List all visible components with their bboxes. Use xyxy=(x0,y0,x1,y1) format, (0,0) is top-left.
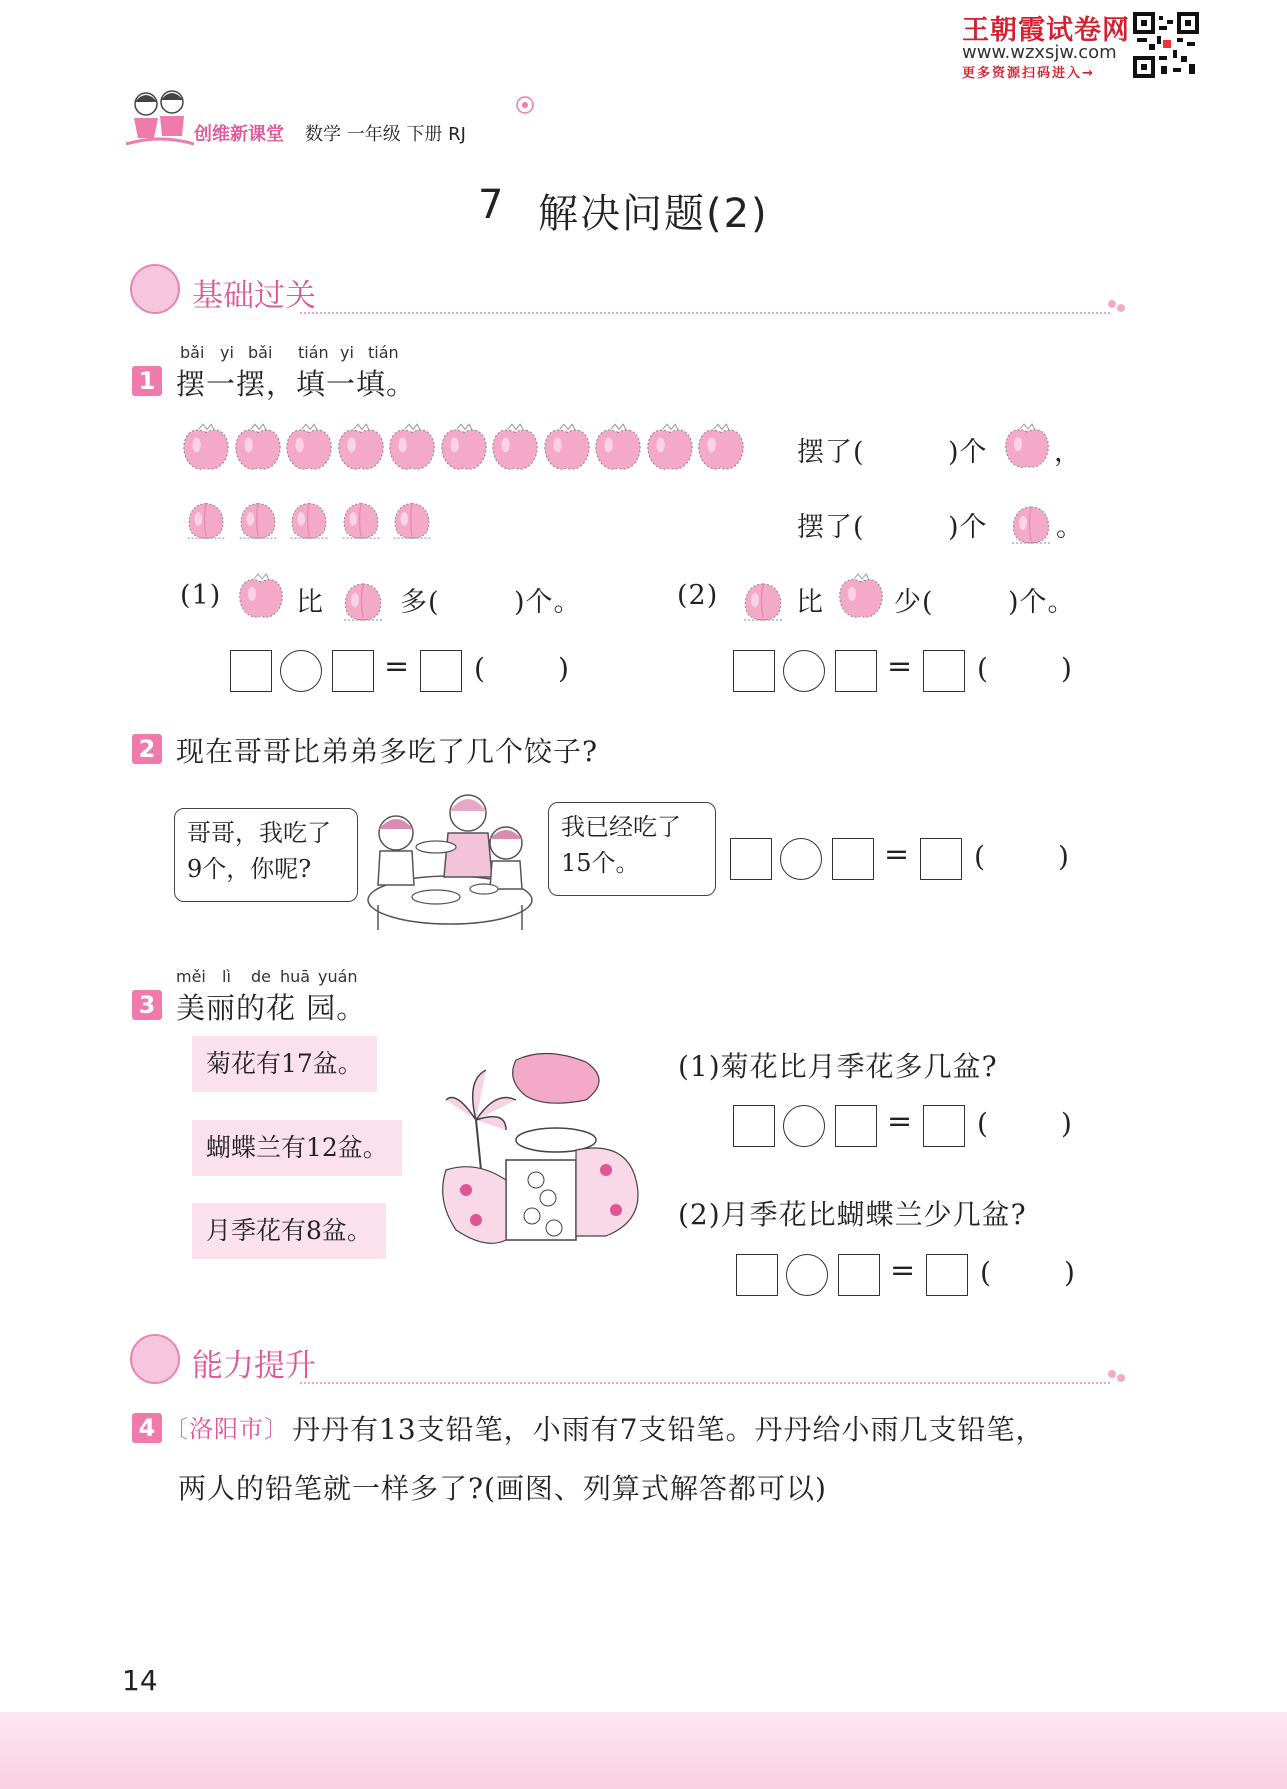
garden-illustration xyxy=(436,1050,646,1250)
operator-circle[interactable] xyxy=(783,1105,825,1147)
equals-sign: = xyxy=(384,649,410,684)
series-name: 创维新课堂 xyxy=(194,124,284,145)
brand-url: www.wzxsjw.com xyxy=(962,42,1117,63)
number-box[interactable] xyxy=(730,838,772,880)
operator-circle[interactable] xyxy=(780,838,822,880)
speech-bubble-left xyxy=(174,808,358,902)
q3-title: 美丽的花 园。 xyxy=(176,991,367,1025)
apple-icon xyxy=(592,420,644,476)
flower-count-rose: 月季花有8盆。 xyxy=(192,1203,386,1259)
q1-line1-end: ， xyxy=(1054,437,1082,468)
q1-line2-end: 。 xyxy=(1056,512,1084,543)
unit-paren-open: ( xyxy=(980,1256,991,1289)
section-icon-advanced xyxy=(130,1334,180,1384)
operator-circle[interactable] xyxy=(280,650,322,692)
q3-number-badge: 3 xyxy=(132,990,162,1020)
peach-icon xyxy=(182,494,230,546)
peach-icon xyxy=(234,494,282,546)
q2-number-badge: 2 xyxy=(132,734,162,764)
q1-line1-suffix: )个 xyxy=(948,437,988,468)
dinner-table-illustration xyxy=(356,785,542,930)
number-box[interactable] xyxy=(733,650,775,692)
apple-icon xyxy=(695,420,747,476)
lesson-number: 7 xyxy=(478,182,504,228)
answer-box[interactable] xyxy=(923,1105,965,1147)
bubble-left-line1: 哥哥，我吃了 xyxy=(187,819,331,847)
peach-icon xyxy=(388,494,436,546)
qr-code-icon xyxy=(1133,12,1199,78)
equals-sign: = xyxy=(884,837,910,872)
q1-sub1-word3: )个。 xyxy=(514,587,582,618)
q3-sub1: (1)菊花比月季花多几盆? xyxy=(678,1050,998,1083)
number-box[interactable] xyxy=(332,650,374,692)
q1-line1-prefix: 摆了( xyxy=(797,437,865,468)
brand-name: 王朝霞试卷网 xyxy=(962,15,1130,46)
apple-icon xyxy=(836,570,886,624)
flower-count-chrysanthemum: 菊花有17盆。 xyxy=(192,1036,377,1092)
unit-paren-close: ) xyxy=(1058,840,1069,873)
flower-decoration-icon xyxy=(514,94,536,116)
apple-icon xyxy=(386,420,438,476)
section-icon-basic xyxy=(130,264,180,314)
apple-icon xyxy=(335,420,387,476)
apple-icon xyxy=(489,420,541,476)
number-box[interactable] xyxy=(832,838,874,880)
peach-icon xyxy=(1006,497,1056,551)
q3-pinyin-5: yuán xyxy=(318,967,358,986)
number-box[interactable] xyxy=(736,1254,778,1296)
q2-title: 现在哥哥比弟弟多吃了几个饺子? xyxy=(176,735,599,768)
peach-icon xyxy=(285,494,333,546)
q3-pinyin-4: huā xyxy=(280,967,311,986)
answer-box[interactable] xyxy=(926,1254,968,1296)
q3-pinyin-2: lì xyxy=(222,967,231,986)
q1-pinyin-3: bǎi xyxy=(248,343,273,362)
section-title-advanced: 能力提升 xyxy=(192,1348,316,1384)
q1-line2-prefix: 摆了( xyxy=(797,512,865,543)
equals-sign: = xyxy=(887,649,913,684)
book-info: 数学 一年级 下册 RJ xyxy=(305,124,466,145)
q1-sub1-label: (1) xyxy=(180,580,222,611)
q1-sub1-word2: 多( xyxy=(400,587,440,618)
q1-pinyin-2: yi xyxy=(220,343,234,362)
apple-icon xyxy=(541,420,593,476)
equals-sign: = xyxy=(887,1104,913,1139)
unit-paren-open: ( xyxy=(977,1107,988,1140)
q1-sub1-word1: 比 xyxy=(296,587,324,618)
q4-source: 〔洛阳市〕 xyxy=(164,1415,289,1443)
unit-paren-open: ( xyxy=(974,840,985,873)
apple-icon xyxy=(1002,420,1052,474)
unit-paren-close: ) xyxy=(558,652,569,685)
page-number: 14 xyxy=(122,1664,158,1697)
unit-paren-open: ( xyxy=(474,652,485,685)
q1-pinyin-1: bǎi xyxy=(180,343,205,362)
apple-icon xyxy=(180,420,232,476)
speech-bubble-right xyxy=(548,802,716,896)
answer-box[interactable] xyxy=(920,838,962,880)
number-box[interactable] xyxy=(838,1254,880,1296)
apple-icon xyxy=(236,570,286,624)
footer-band xyxy=(0,1712,1287,1789)
answer-box[interactable] xyxy=(923,650,965,692)
peach-icon xyxy=(337,494,385,546)
q3-pinyin-1: měi xyxy=(176,967,206,986)
q1-sub2-word3: )个。 xyxy=(1008,587,1076,618)
q1-sub2-word1: 比 xyxy=(796,587,824,618)
q1-sub2-label: (2) xyxy=(677,580,719,611)
operator-circle[interactable] xyxy=(786,1254,828,1296)
operator-circle[interactable] xyxy=(783,650,825,692)
q1-sub2-word2: 少( xyxy=(894,587,934,618)
q4-line1: 丹丹有13支铅笔，小雨有7支铅笔。丹丹给小雨几支铅笔， xyxy=(292,1413,1045,1446)
number-box[interactable] xyxy=(230,650,272,692)
section-divider xyxy=(300,1382,1110,1384)
q1-number-badge: 1 xyxy=(132,366,162,396)
q1-pinyin-6: tián xyxy=(368,343,399,362)
bubble-left-line2: 9个，你呢? xyxy=(187,855,312,883)
q1-title: 摆一摆，填一填。 xyxy=(176,367,417,401)
q1-pinyin-4: tián xyxy=(298,343,329,362)
q4-line2: 两人的铅笔就一样多了?(画图、列算式解答都可以) xyxy=(178,1472,827,1505)
dots-decoration-icon xyxy=(1106,296,1128,316)
peach-icon xyxy=(338,574,388,628)
bubble-right-line2: 15个。 xyxy=(561,849,640,877)
equals-sign: = xyxy=(890,1253,916,1288)
bubble-right-line1: 我已经吃了 xyxy=(561,813,681,841)
number-box[interactable] xyxy=(733,1105,775,1147)
brand-more: 更多资源扫码进入→ xyxy=(962,66,1095,81)
answer-box[interactable] xyxy=(420,650,462,692)
lesson-title: 解决问题(2) xyxy=(538,191,769,237)
apple-icon xyxy=(644,420,696,476)
apple-icon xyxy=(438,420,490,476)
unit-paren-close: ) xyxy=(1061,652,1072,685)
dots-decoration-icon xyxy=(1106,1366,1128,1386)
number-box[interactable] xyxy=(835,1105,877,1147)
apple-icon xyxy=(283,420,335,476)
section-divider xyxy=(300,312,1110,314)
q3-pinyin-3: de xyxy=(251,967,271,986)
unit-paren-close: ) xyxy=(1064,1256,1075,1289)
unit-paren-open: ( xyxy=(977,652,988,685)
section-title-basic: 基础过关 xyxy=(192,278,316,314)
q4-number-badge: 4 xyxy=(132,1413,162,1443)
q3-sub2: (2)月季花比蝴蝶兰少几盆? xyxy=(678,1198,1027,1231)
q1-line2-suffix: )个 xyxy=(948,512,988,543)
flower-count-orchid: 蝴蝶兰有12盆。 xyxy=(192,1120,402,1176)
number-box[interactable] xyxy=(835,650,877,692)
q1-pinyin-5: yi xyxy=(340,343,354,362)
unit-paren-close: ) xyxy=(1061,1107,1072,1140)
peach-icon xyxy=(738,574,788,628)
apple-icon xyxy=(232,420,284,476)
kids-mascot-icon xyxy=(126,88,194,150)
